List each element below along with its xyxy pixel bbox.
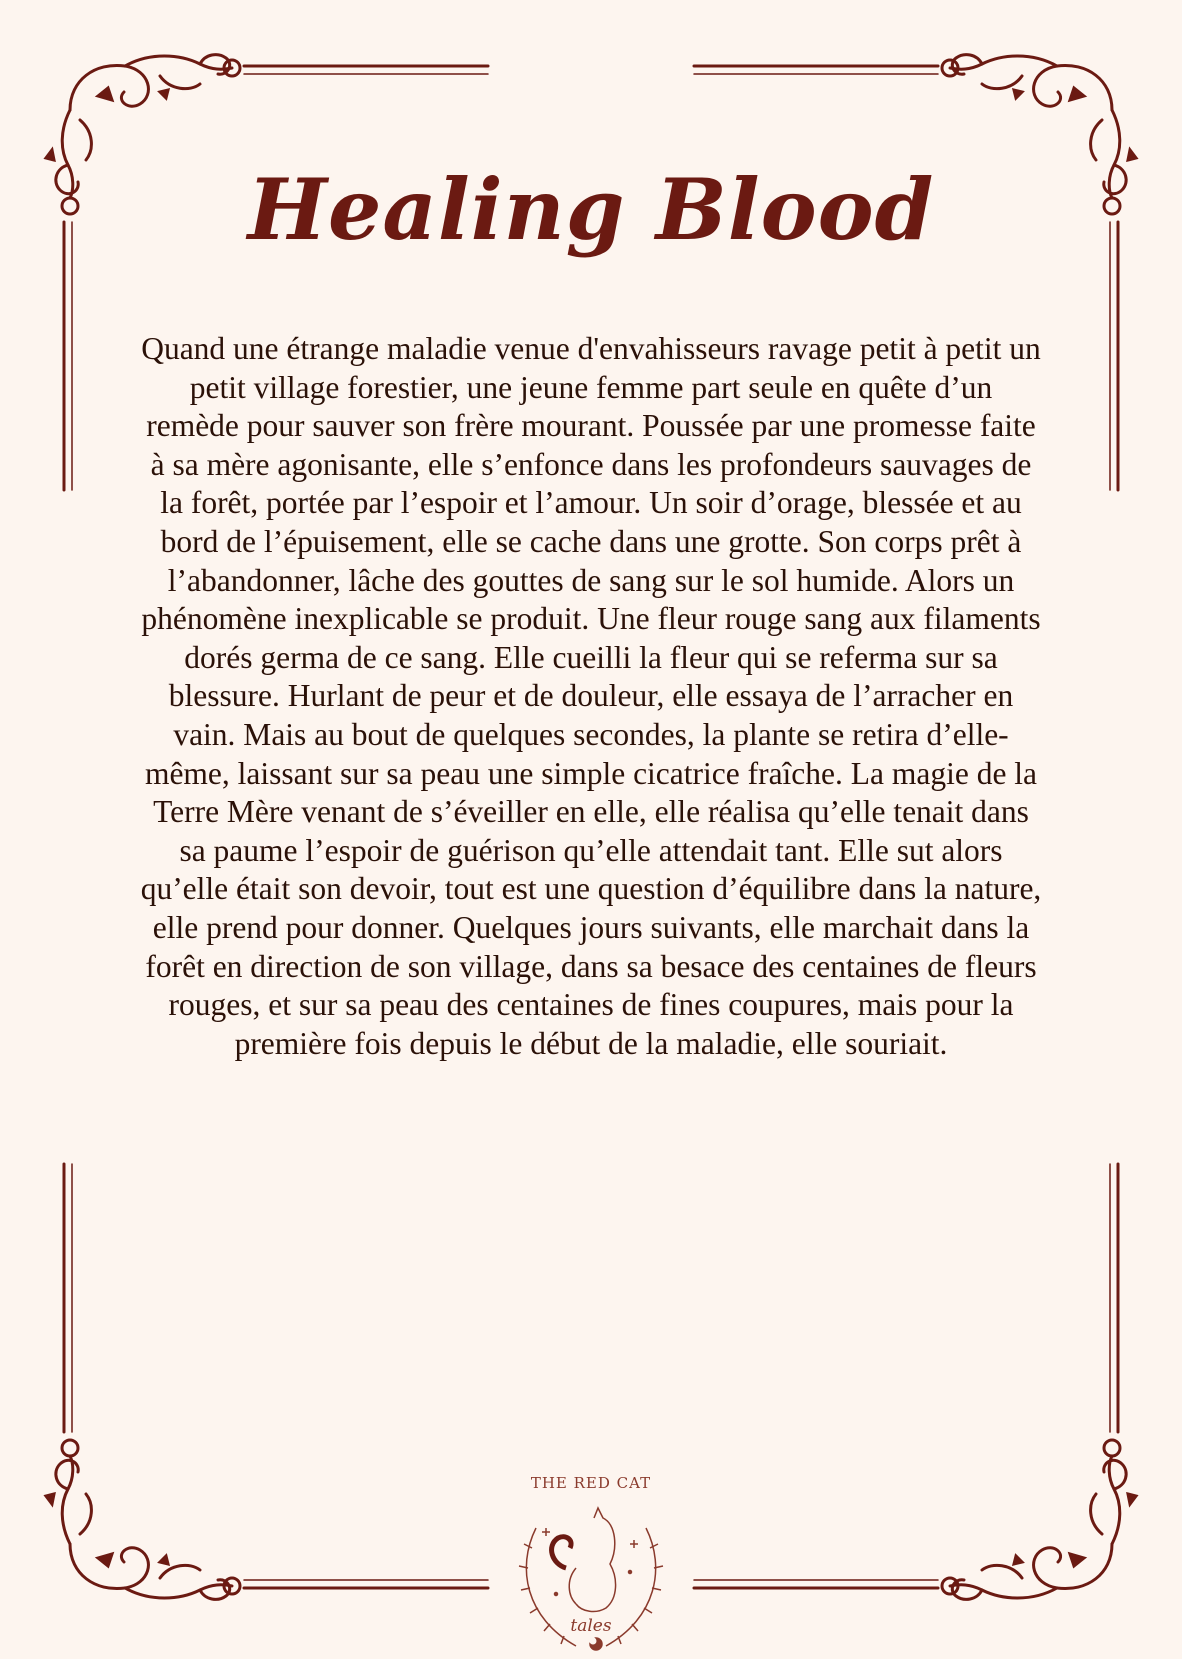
logo-top-text: THE RED CAT [530,1474,652,1492]
story-text: Quand une étrange maladie venue d'envahisseurs ravage petit à petit un petit village forestier, une jeune femme part seule en quête d’un remède pour sauver son frère mourant. Poussée par une promesse faite à sa mère agonisante, elle s’enfonce dans les profondeurs sauvages de la forêt, portée par l’espoir et l’amour. Un soir d’orage, blessée et au bord de l’épuisement, elle se cache dans une grotte. Son corps prêt à l’abandonner, lâche des gouttes de sang sur le sol humide. Alors un phénomène inexplicable se produit. Une fleur rouge sang aux filaments dorés germa de ce sang. Elle cueilli la fleur qui se referma sur sa blessure. Hurlant de peur et de douleur, elle essaya de l’arracher en vain. Mais au bout de quelques secondes, la plante se retira d’elle-même, laissant sur sa peau une simple cicatrice fraîche. La magie de la Terre Mère venant de s’éveiller en elle, elle réalisa qu’elle tenait dans sa paume l’espoir de guérison qu’elle attendait tant. Elle sut alors qu’elle était son devoir, tout est une question d’équilibre dans la nature, elle prend pour donner. Quelques jours suivants, elle marchait dans la forêt en direction de son village, dans sa besace des centaines de fleurs rouges, et sur sa peau des centaines de fines coupures, mais pour la première fois depuis le début de la maladie, elle souriait. [140,331,1042,1061]
corner-flourish-icon [694,1164,1136,1599]
logo-bottom-text: tales [570,1616,612,1636]
brand-logo [506,1468,676,1654]
story-title: Healing Blood [247,160,935,259]
corner-flourish-icon [46,1164,488,1599]
